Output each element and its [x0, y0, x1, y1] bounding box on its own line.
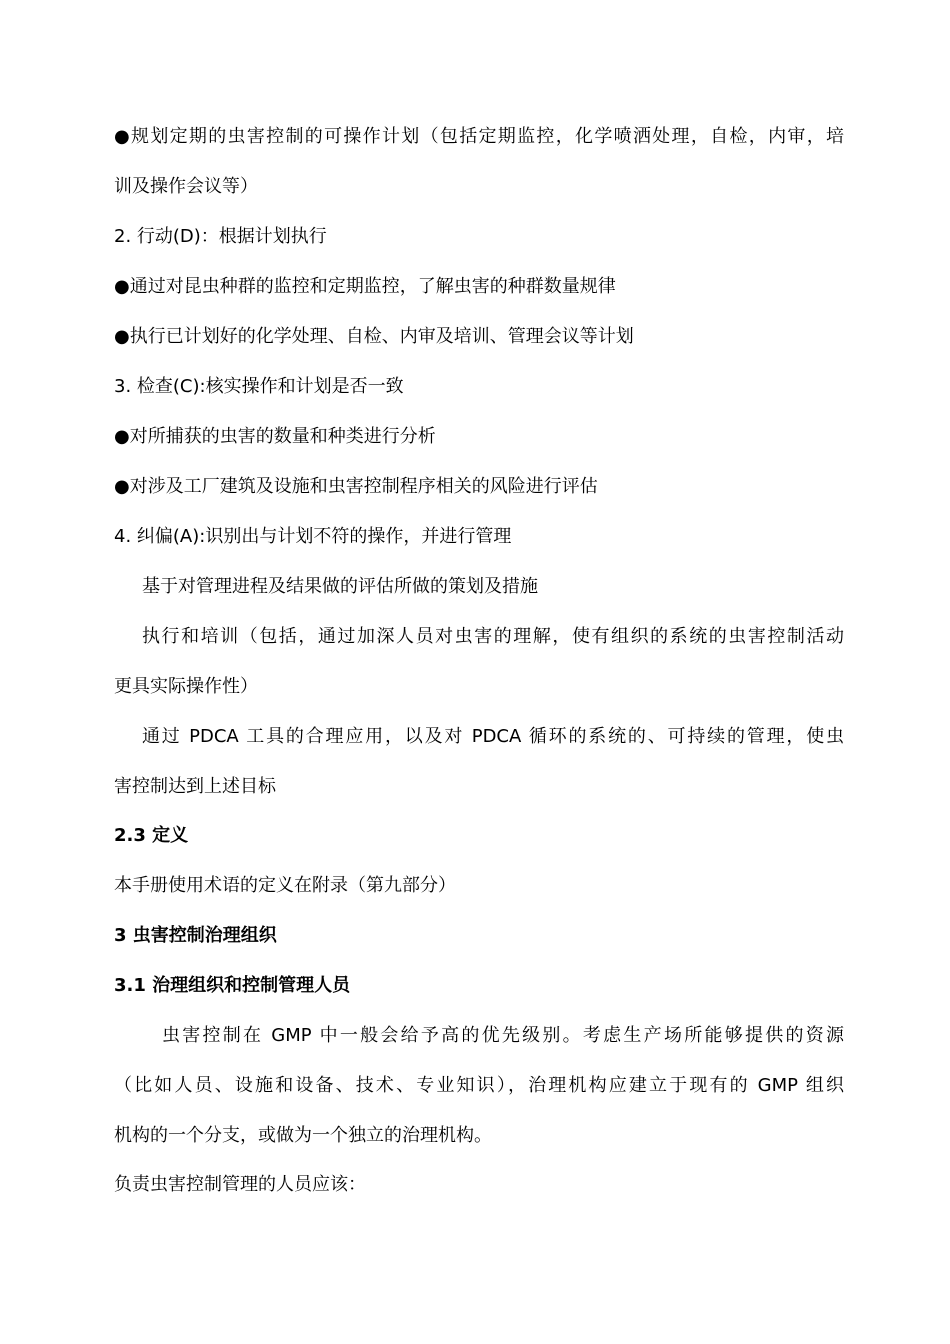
- step-act-heading: 4. 纠偏(A):识别出与计划不符的操作，并进行管理: [114, 526, 512, 547]
- act-paragraph-2-line-2: 更具实际操作性）: [114, 676, 258, 697]
- gmp-paragraph-line-3: 机构的一个分支，或做为一个独立的治理机构。: [114, 1125, 492, 1146]
- pdca-paragraph-line-2: 害控制达到上述目标: [114, 776, 276, 797]
- act-paragraph-1: 基于对管理进程及结果做的评估所做的策划及措施: [142, 576, 538, 597]
- act-paragraph-2-line-1: 执行和培训（包括，通过加深人员对虫害的理解，使有组织的系统的虫害控制活动: [142, 626, 844, 647]
- bullet-monitoring: ●通过对昆虫种群的监控和定期监控，了解虫害的种群数量规律: [114, 276, 616, 297]
- bullet-risk-assessment: ●对涉及工厂建筑及设施和虫害控制程序相关的风险进行评估: [114, 476, 598, 497]
- subsection-heading-personnel: 3.1 治理组织和控制管理人员: [114, 975, 351, 996]
- gmp-paragraph-line-2: （比如人员、设施和设备、技术、专业知识），治理机构应建立于现有的 GMP 组织: [114, 1075, 844, 1096]
- section-heading-definitions: 2.3 定义: [114, 825, 189, 846]
- section-heading-organization: 3 虫害控制治理组织: [114, 925, 277, 946]
- step-check-heading: 3. 检查(C):核实操作和计划是否一致: [114, 376, 404, 397]
- bullet-analysis: ●对所捕获的虫害的数量和种类进行分析: [114, 426, 436, 447]
- bullet-plan-continuation: 训及操作会议等）: [114, 176, 258, 197]
- bullet-execute-plan: ●执行已计划好的化学处理、自检、内审及培训、管理会议等计划: [114, 326, 634, 347]
- definitions-paragraph: 本手册使用术语的定义在附录（第九部分）: [114, 875, 456, 896]
- bullet-plan-line: ●规划定期的虫害控制的可操作计划（包括定期监控，化学喷洒处理，自检，内审，培: [114, 126, 844, 147]
- pdca-paragraph-line-1: 通过 PDCA 工具的合理应用，以及对 PDCA 循环的系统的、可持续的管理，使虫: [142, 726, 844, 747]
- gmp-paragraph-line-1: 虫害控制在 GMP 中一般会给予高的优先级别。考虑生产场所能够提供的资源: [162, 1025, 844, 1046]
- step-do-heading: 2. 行动(D)：根据计划执行: [114, 226, 327, 247]
- responsibilities-intro: 负责虫害控制管理的人员应该：: [114, 1174, 366, 1195]
